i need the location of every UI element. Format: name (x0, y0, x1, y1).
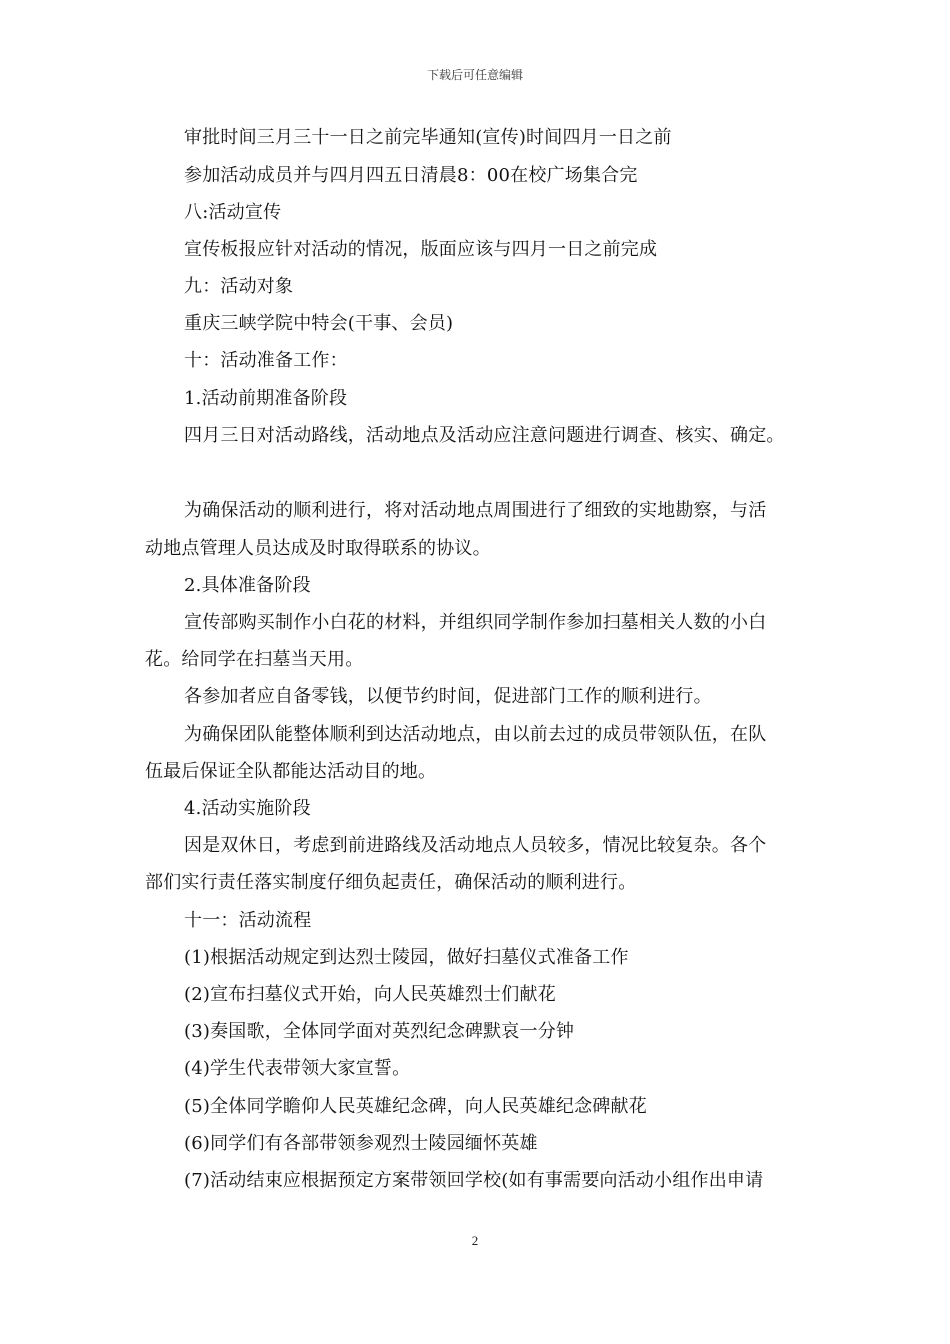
text-line: 宣传板报应针对活动的情况，版面应该与四月一日之前完成 (184, 239, 658, 260)
text-line: 各参加者应自备零钱，以便节约时间，促进部门工作的顺利进行。 (184, 686, 712, 707)
text-line: 部们实行责任落实制度仔细负起责任，确保活动的顺利进行。 (145, 872, 637, 893)
page-number: 2 (471, 1233, 479, 1248)
text-line: 十一：活动流程 (184, 910, 312, 931)
text-line: 为确保活动的顺利进行，将对活动地点周围进行了细致的实地勘察，与活 (184, 500, 767, 521)
text-line: (7)活动结束应根据预定方案带领回学校(如有事需要向活动小组作出申请 (184, 1170, 764, 1191)
text-line: 十：活动准备工作： (184, 350, 348, 371)
text-line: 4.活动实施阶段 (184, 798, 311, 819)
text-line: 四月三日对活动路线，活动地点及活动应注意问题进行调查、核实、确定。 (184, 425, 785, 446)
text-line: 花。给同学在扫墓当天用。 (145, 649, 364, 670)
page-header: 下载后可任意编辑 (426, 68, 523, 82)
text-line: (1)根据活动规定到达烈士陵园，做好扫墓仪式准备工作 (184, 947, 629, 968)
text-line: (5)全体同学瞻仰人民英雄纪念碑，向人民英雄纪念碑献花 (184, 1096, 647, 1117)
text-line: 参加活动成员并与四月四五日清晨8：00在校广场集合完 (184, 165, 638, 186)
text-line: 重庆三峡学院中特会(干事、会员) (184, 313, 454, 334)
text-line: (6)同学们有各部带领参观烈士陵园缅怀英雄 (184, 1133, 538, 1154)
text-line: 2.具体准备阶段 (184, 575, 311, 596)
text-line: 八:活动宣传 (184, 202, 282, 223)
text-line: (3)奏国歌，全体同学面对英烈纪念碑默哀一分钟 (184, 1021, 575, 1042)
text-line: 为确保团队能整体顺利到达活动地点，由以前去过的成员带领队伍，在队 (184, 724, 767, 745)
text-line: 宣传部购买制作小白花的材料，并组织同学制作参加扫墓相关人数的小白 (184, 612, 767, 633)
text-line: 因是双休日，考虑到前进路线及活动地点人员较多，情况比较复杂。各个 (184, 835, 767, 856)
text-line: 1.活动前期准备阶段 (184, 388, 348, 409)
text-line: (4)学生代表带领大家宣誓。 (184, 1058, 411, 1079)
text-line: (2)宣布扫墓仪式开始，向人民英雄烈士们献花 (184, 984, 556, 1005)
text-line: 九：活动对象 (184, 276, 294, 297)
text-line: 审批时间三月三十一日之前完毕通知(宣传)时间四月一日之前 (184, 127, 672, 148)
text-line: 伍最后保证全队都能达活动目的地。 (145, 761, 437, 782)
text-line: 动地点管理人员达成及时取得联系的协议。 (145, 538, 491, 559)
